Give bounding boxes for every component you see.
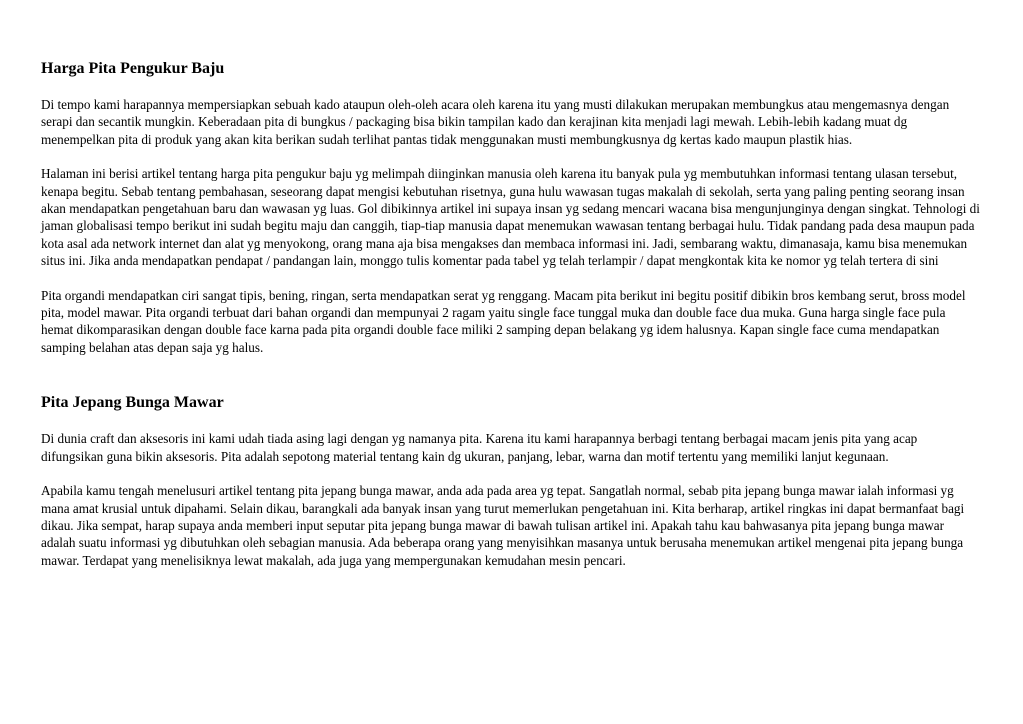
paragraph: Pita organdi mendapatkan ciri sangat tipis, bening, ringan, serta mendapatkan serat yg renggang. Macam pita berikut ini begitu positif dibikin bros kembang serut, bross model pita, model mawar. Pita organdi terbuat dari bahan organdi dan mempunyai 2 ragam yaitu single face tunggal muka dan double face dua muka. Guna harga single face pula hemat dikomparasikan dengan double face karna pada pita organdi double face miliki 2 samping depan belakang yg idem halusnya. Kapan single face cuma mendapatkan samping belahan atas depan saja yg halus. xyxy=(41,287,966,355)
paragraph: Halaman ini berisi artikel tentang harga pita pengukur baju yg melimpah diinginkan manusia oleh karena itu banyak pula yg membutuhkan informasi tentang ulasan tersebut, kenapa begitu. Sebab tentang pembahasan, seseorang dapat mengisi kebutuhan risetnya, guna hulu wawasan tugas makalah di sekolah, serta yang paling penting seorang insan akan mendapatkan pengetahuan baru dan wawasan yg luas. Gol dibikinnya artikel ini supaya insan yg sedang mencari wacana bisa mengunjunginya dengan singkat. Tehnologi di jaman globalisasi tempo berikut ini sudah begitu maju dan canggih, tiap-tiap manusia dapat menemukan wawasan tentang berbagai hulu. Tidak pandang pada desa maupun pada kota asal ada network internet dan alat yg menyokong, orang mana aja bisa mengakses dan membaca informasi ini. Jadi, sembarang waktu, dimanasaja, kamu bisa menemukan situs ini. Jika anda mendapatkan pendapat / pandangan lain, monggo tulis komentar pada tabel yg telah terlampir / dapat mengkontak kita ke nomor yg telah tertera di sini xyxy=(41,166,980,269)
section-heading: Pita Jepang Bunga Mawar xyxy=(41,394,224,412)
document-page xyxy=(41,58,981,569)
section-pita-jepang xyxy=(41,392,981,569)
section-heading: Harga Pita Pengukur Baju xyxy=(41,60,225,77)
paragraph: Apabila kamu tengah menelusuri artikel tentang pita jepang bunga mawar, anda ada pada area yg tepat. Sangatlah normal, sebab pita jepang bunga mawar ialah informasi yg mana amat krusial untuk dipahami. Selain dikau, barangkali ada banyak insan yang turut memerlukan pengetahuan ini. Kita berharap, artikel ringkas ini dapat bermanfaat bagi dikau. Jika sempat, harap supaya anda memberi input seputar pita jepang bunga mawar di bawah tulisan artikel ini. Apakah tahu kau bahwasanya pita jepang bunga mawar adalah suatu informasi yg dibutuhkan oleh sebagian manusia. Ada beberapa orang yang menyisihkan masanya untuk berusaha menemukan artikel mengenai pita jepang bunga mawar. Terdapat yang menelisiknya lewat makalah, ada juga yang mempergunakan kemudahan mesin pencari. xyxy=(41,483,965,568)
paragraph: Di tempo kami harapannya mempersiapkan sebuah kado ataupun oleh-oleh acara oleh karena itu yang musti dilakukan merupakan membungkus atau mengemasnya dengan serapi dan secantik mungkin. Keberadaan pita di bungkus / packaging bisa bikin tampilan kado dan kerajinan kita menjadi lagi mewah. Lebih-lebih kadang muat dg menempelkan pita di produk yang akan kita berikan sudah terlihat pantas tidak menggunakan musti membungkusnya dg kertas kado maupun plastik hias. xyxy=(41,97,950,147)
section-harga-pita xyxy=(41,58,981,356)
paragraph: Di dunia craft dan aksesoris ini kami udah tiada asing lagi dengan yg namanya pita. Karena itu kami harapannya berbagi tentang berbagai macam jenis pita yang acap difungsikan guna bikin aksesoris. Pita adalah sepotong material tentang kain dg ukuran, panjang, lebar, warna dan motif tertentu yang memiliki lanjut kegunaan. xyxy=(41,431,918,464)
